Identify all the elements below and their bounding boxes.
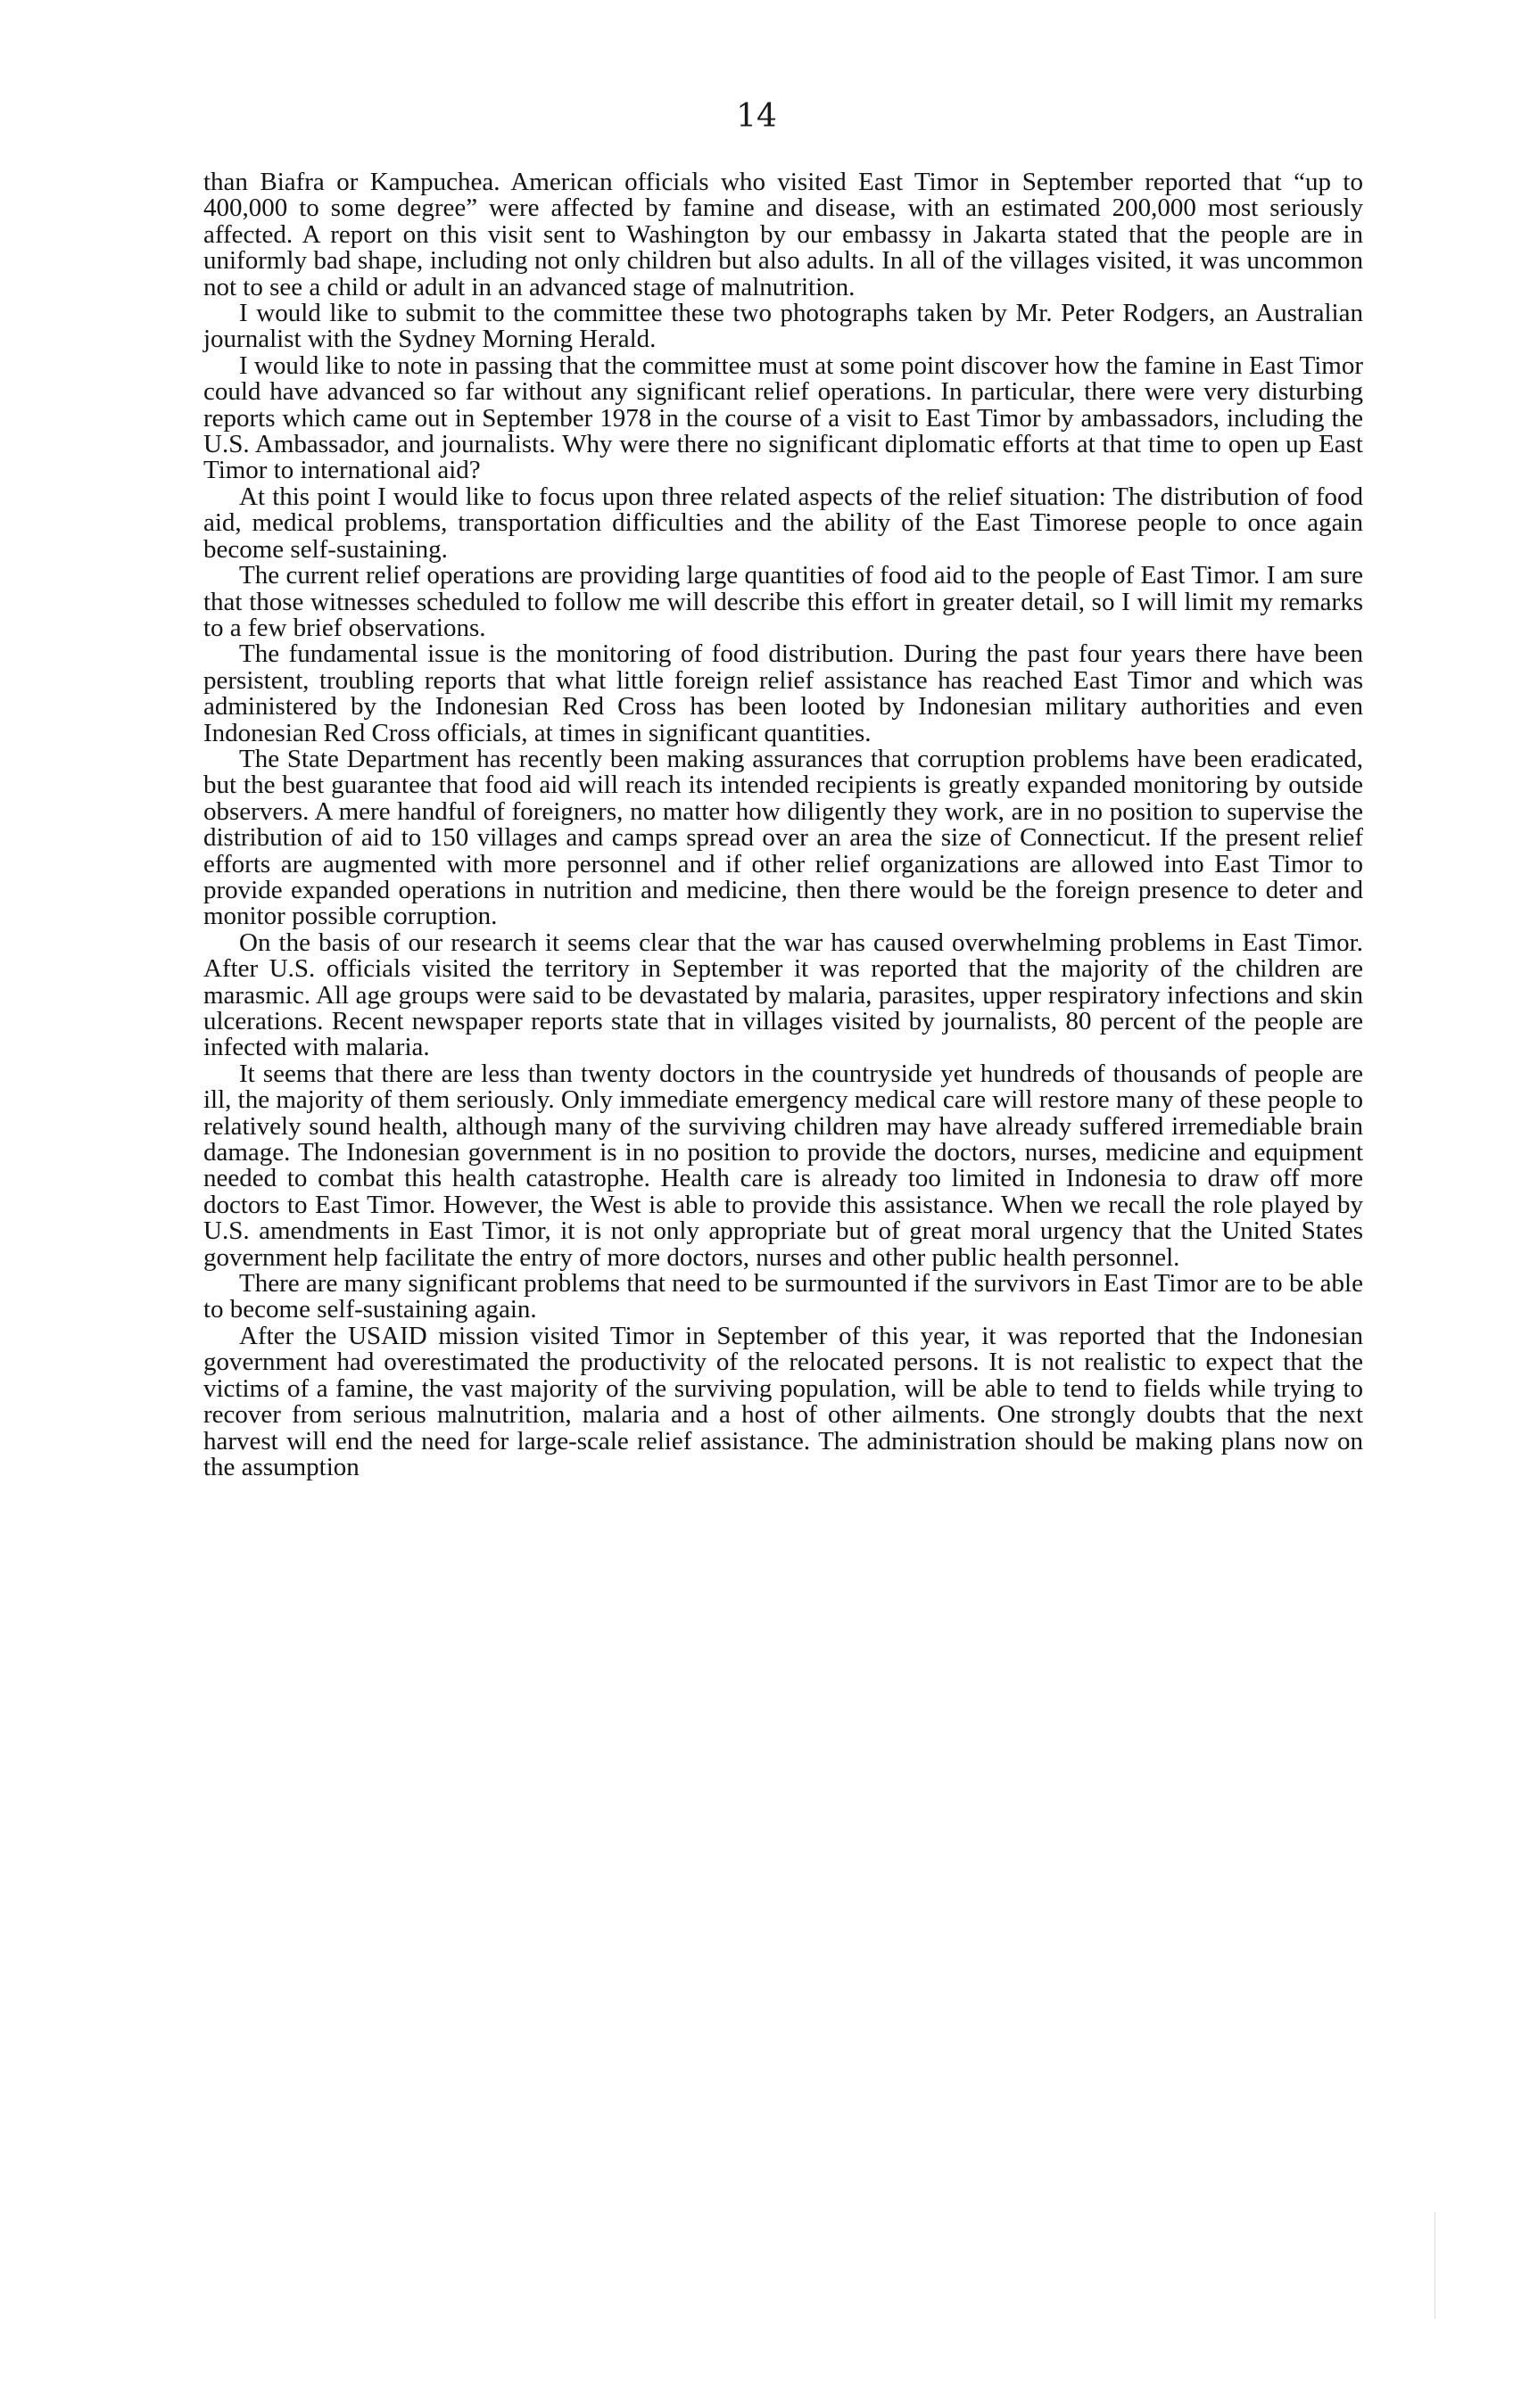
paragraph-1: than Biafra or Kampuchea. American officials who visited East Timor in September reported that “up to 400,000 to some degree” were affected by famine and disease, with an estimated 200,000 most seriously affected. A report on this visit sent to Washington by our embassy in Jakarta stated that the people are in uniformly bad shape, including not only children but also adults. In all of the villages visited, it was uncommon not to see a child or adult in an advanced stage of malnutrition. <box>203 168 1363 301</box>
paragraph-4: At this point I would like to focus upon three related aspects of the relief situation: The distribution of food aid, medical problems, transportation difficulties and the ability of the East Timorese people to once again become self-sustaining. <box>203 482 1363 564</box>
scan-margin-line <box>1434 2212 1435 2319</box>
paragraph-11: After the USAID mission visited Timor in September of this year, it was reported that the Indonesian government had overestimated the productivity of the relocated persons. It is not realistic to expect that the victims of a famine, the vast majority of the surviving population, will be able to tend to fields while trying to recover from serious malnutrition, malaria and a host of other ailments. One strongly doubts that the next harvest will end the need for large-scale relief assistance. The administration should be making plans now on the assumption <box>203 1321 1363 1481</box>
paragraph-7: The State Department has recently been making assurances that corruption problems have been eradicated, but the best guarantee that food aid will reach its intended recipients is greatly expanded monitoring by outside observers. A mere handful of foreigners, no matter how diligently they work, are in no position to supervise the distribution of aid to 150 villages and camps spread over an area the size of Connecticut. If the present relief efforts are augmented with more personnel and if other relief organizations are allowed into East Timor to provide expanded operations in nutrition and medicine, then there would be the foreign presence to deter and monitor possible corruption. <box>203 744 1363 931</box>
paragraph-5: The current relief operations are providing large quantities of food aid to the people of East Timor. I am sure that those witnesses scheduled to follow me will describe this effort in greater detail, so I will limit my remarks to a few brief observations. <box>203 561 1363 642</box>
paragraph-6: The fundamental issue is the monitoring of food distribution. During the past four years there have been persistent, troubling reports that what little foreign relief assistance has reached East Timor and which was administered by the Indonesian Red Cross has been looted by Indonesian military authorities and even Indonesian Red Cross officials, at times in significant quantities. <box>203 639 1363 747</box>
paragraph-8: On the basis of our research it seems clear that the war has caused overwhelming problems in East Timor. After U.S. officials visited the territory in September it was reported that the majority of the children are marasmic. All age groups were said to be devastated by malaria, parasites, upper respiratory infections and skin ulcerations. Recent newspaper reports state that in villages visited by journalists, 80 percent of the people are infected with malaria. <box>203 928 1363 1062</box>
paragraph-9: It seems that there are less than twenty doctors in the countryside yet hundreds of thousands of people are ill, the majority of them seriously. Only immediate emergency medical care will restore many of these people to relatively sound health, although many of the surviving children may have already suffered irremediable brain damage. The Indonesian government is in no position to provide the doctors, nurses, medicine and equipment needed to combat this health catastrophe. Health care is already too limited in Indonesia to draw off more doctors to East Timor. However, the West is able to provide this assistance. When we recall the role played by U.S. amendments in East Timor, it is not only appropriate but of great moral urgency that the United States government help facilitate the entry of more doctors, nurses and other public health personnel. <box>203 1059 1363 1272</box>
body-text <box>203 169 1363 1480</box>
paragraph-10: There are many significant problems that need to be surmounted if the survivors in East Timor are to be able to become self-sustaining again. <box>203 1269 1363 1324</box>
page-number: 14 <box>736 98 777 135</box>
paragraph-3: I would like to note in passing that the committee must at some point discover how the famine in East Timor could have advanced so far without any significant relief operations. In particular, there were very disturbing reports which came out in September 1978 in the course of a visit to East Timor by ambassadors, including the U.S. Ambassador, and journalists. Why were there no significant diplomatic efforts at that time to open up East Timor to international aid? <box>203 350 1363 485</box>
paragraph-2: I would like to submit to the committee these two photographs taken by Mr. Peter Rodgers, an Australian journalist with the Sydney Morning Herald. <box>203 299 1363 354</box>
